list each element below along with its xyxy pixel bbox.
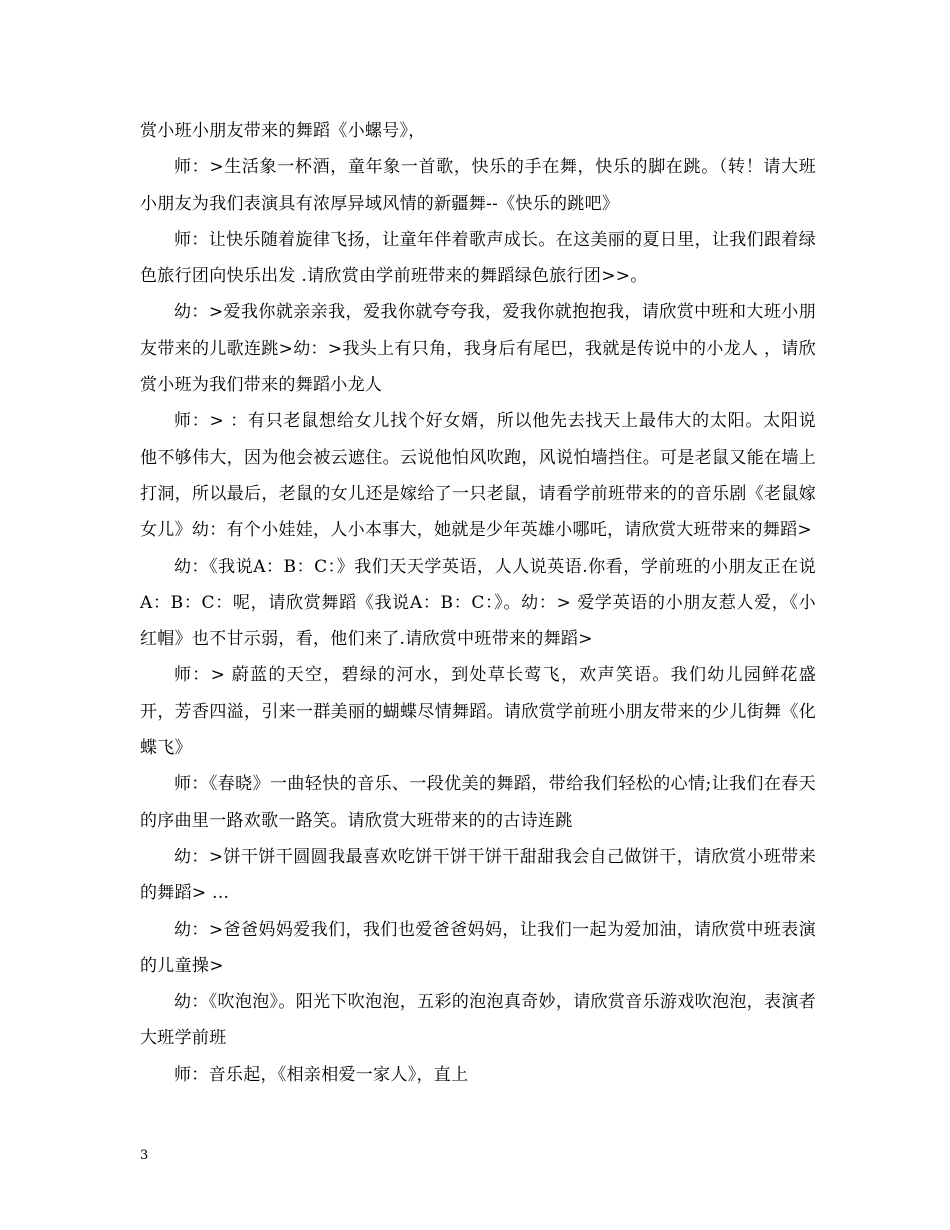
paragraph: 师：> ：有只老鼠想给女儿找个好女婿，所以他先去找天上最伟大的太阳。太阳说他不够伟大，因为他会被云遮住。云说他怕风吹跑，风说怕墙挡住。可是老鼠又能在墙上打洞，所以最后，老鼠的女儿还是嫁给了一只老鼠，请看学前班带来的的音乐剧《老鼠嫁女儿》幼：有个小娃娃，人小本事大，她就是少年英雄小哪吒，请欣赏大班带来的舞蹈> bbox=[140, 411, 816, 541]
paragraph: 师：> 蔚蓝的天空，碧绿的河水，到处草长莺飞，欢声笑语。我们幼儿园鲜花盛开，芳香四溢，引来一群美丽的蝴蝶尽情舞蹈。请欣赏学前班小朋友带来的少儿街舞《化蝶飞》 bbox=[140, 665, 816, 759]
document-body bbox=[140, 113, 816, 1093]
paragraph: 幼：>爸爸妈妈爱我们，我们也爱爸爸妈妈，让我们一起为爱加油，请欣赏中班表演的儿童操> bbox=[140, 919, 816, 976]
paragraph: 幼：《我说A：B：C：》我们天天学英语，人人说英语.你看，学前班的小朋友正在说A：B：C：呢，请欣赏舞蹈《我说A：B：C：》。幼：> 爱学英语的小朋友惹人爱，《小红帽》也不甘示弱，看，他们来了.请欣赏中班带来的舞蹈> bbox=[140, 556, 816, 650]
paragraph: 师：让快乐随着旋律飞扬，让童年伴着歌声成长。在这美丽的夏日里，让我们跟着绿色旅行团向快乐出发 .请欣赏由学前班带来的舞蹈绿色旅行团>>。 bbox=[140, 229, 816, 287]
paragraph: 赏小班小朋友带来的舞蹈《小螺号》， bbox=[140, 121, 426, 141]
paragraph: 幼：>饼干饼干圆圆我最喜欢吃饼干饼干饼干甜甜我会自己做饼干，请欣赏小班带来的舞蹈> ... bbox=[140, 846, 816, 904]
paragraph: 师：《春晓》一曲轻快的音乐、一段优美的舞蹈，带给我们轻松的心情;让我们在春天的序曲里一路欢歌一路笑。请欣赏大班带来的的古诗连跳 bbox=[140, 774, 816, 831]
paragraph: 师：>生活象一杯酒，童年象一首歌，快乐的手在舞，快乐的脚在跳。（转！请大班小朋友为我们表演具有浓厚异域风情的新疆舞--《快乐的跳吧》 bbox=[140, 157, 816, 214]
paragraph: 师：音乐起，《相亲相爱一家人》，直上 bbox=[174, 1064, 469, 1085]
paragraph: 幼：《吹泡泡》。阳光下吹泡泡，五彩的泡泡真奇妙，请欣赏音乐游戏吹泡泡，表演者大班学前班 bbox=[140, 992, 816, 1049]
page-number: 3 bbox=[140, 1148, 149, 1163]
paragraph: 幼：>爱我你就亲亲我，爱我你就夸夸我，爱我你就抱抱我，请欣赏中班和大班小朋友带来的儿歌连跳>幼：>我头上有只角，我身后有尾巴，我就是传说中的小龙人 ，请欣赏小班为我们带来的舞蹈小龙人 bbox=[140, 302, 816, 396]
